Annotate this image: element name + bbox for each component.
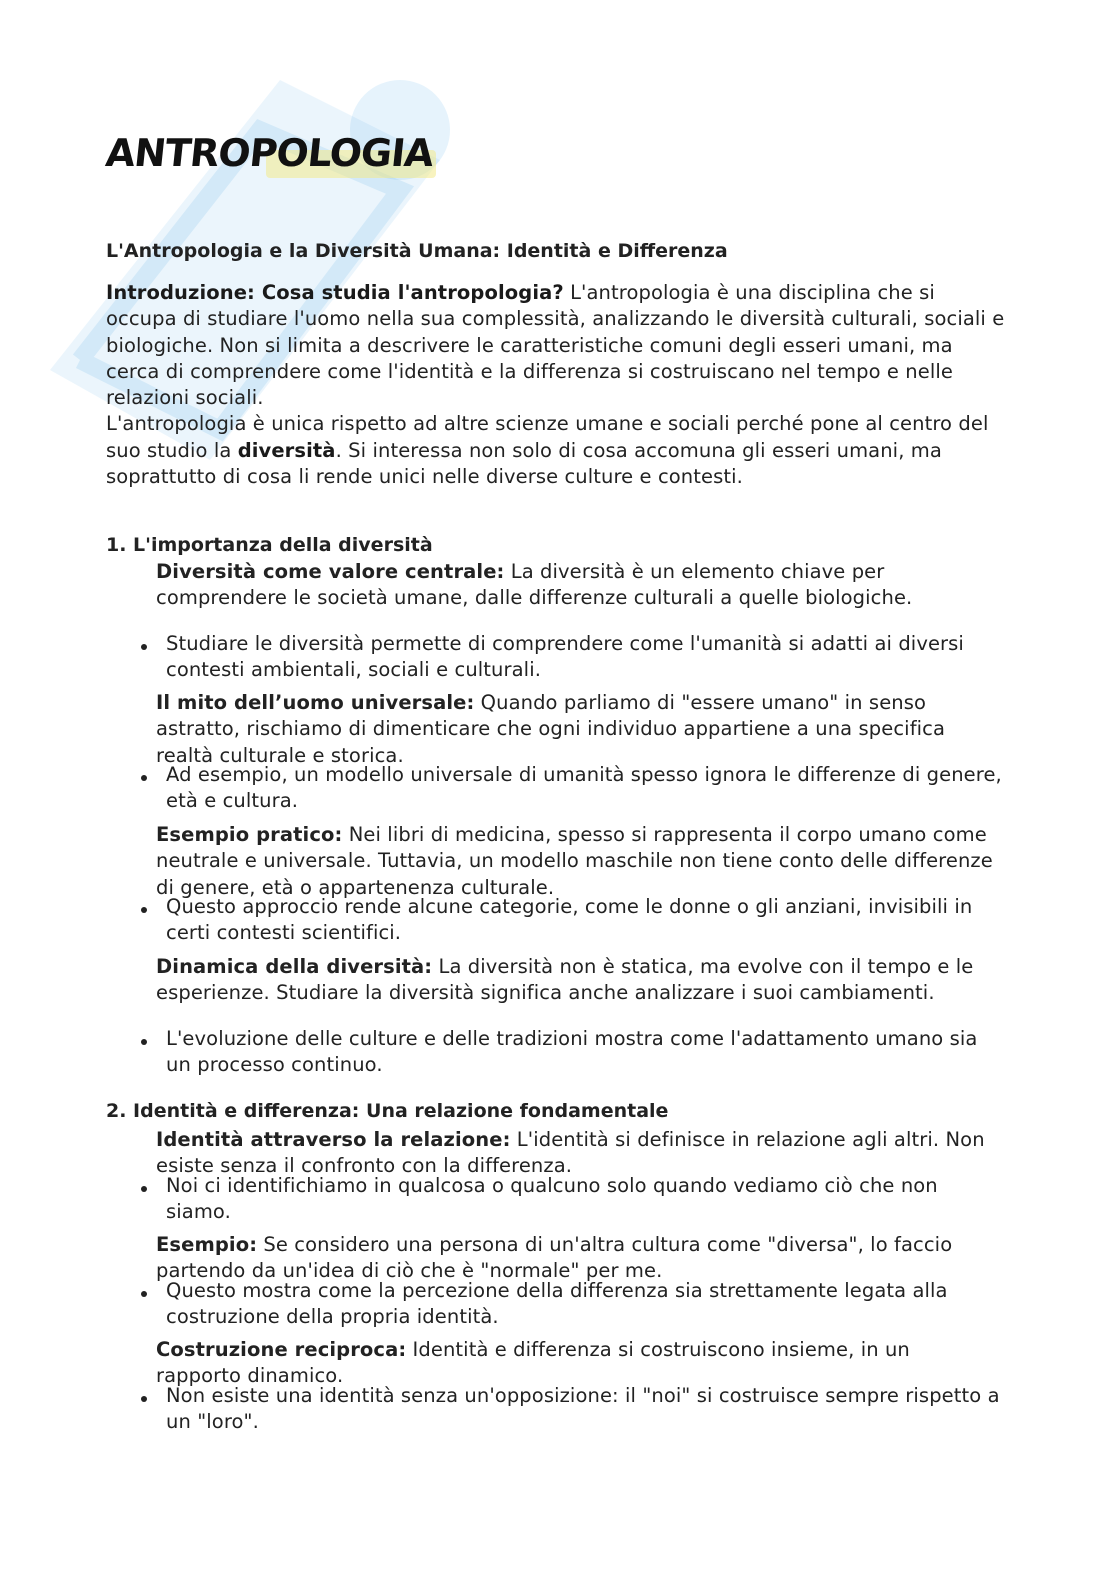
section-1-item-4 bbox=[156, 954, 996, 1007]
item-text: La diversità è un elemento chiave per comprendere le società umane, dalle differenze culturali a quelle biologiche. bbox=[156, 560, 913, 610]
item-label: Esempio pratico: bbox=[156, 823, 343, 846]
section-1-bullet-2 bbox=[141, 762, 1006, 815]
intro-paragraph bbox=[106, 280, 1006, 490]
section-2-item-3 bbox=[156, 1337, 996, 1390]
section-2-item-2 bbox=[156, 1232, 996, 1285]
document-subtitle: L'Antropologia e la Diversità Umana: Identità e Differenza bbox=[106, 240, 728, 262]
item-label: Identità attraverso la relazione: bbox=[156, 1128, 511, 1151]
section-1-item-1 bbox=[156, 559, 996, 612]
item-label: Costruzione reciproca: bbox=[156, 1338, 407, 1361]
bullet-dot-icon bbox=[141, 775, 147, 781]
bullet-dot-icon bbox=[141, 1186, 147, 1192]
page-title: ANTROPOLOGIA bbox=[103, 131, 436, 175]
intro-text-1: L'antropologia è una disciplina che si occupa di studiare l'uomo nella sua complessità, analizzando le diversità culturali, sociali e biologiche. Non si limita a descrivere le caratteristiche comuni degli esseri umani, ma cerca di comprendere come l'identità e la differenza si costruiscano nel tempo e nelle relazioni sociali. bbox=[106, 281, 1005, 410]
bullet-text: Non esiste una identità senza un'opposizione: il "noi" si costruisce sempre rispetto a un "loro". bbox=[166, 1384, 1000, 1434]
item-label: Esempio: bbox=[156, 1233, 258, 1256]
section-2-item-1 bbox=[156, 1127, 996, 1180]
section-heading-1: 1. L'importanza della diversità bbox=[106, 534, 433, 556]
bullet-text: Questo mostra come la percezione della differenza sia strettamente legata alla costruzione della propria identità. bbox=[166, 1279, 948, 1329]
bullet-text: Noi ci identifichiamo in qualcosa o qualcuno solo quando vediamo ciò che non siamo. bbox=[166, 1174, 938, 1224]
bullet-text: L'evoluzione delle culture e delle tradizioni mostra come l'adattamento umano sia un processo continuo. bbox=[166, 1027, 978, 1077]
bullet-dot-icon bbox=[141, 1291, 147, 1297]
intro-label: Introduzione: Cosa studia l'antropologia? bbox=[106, 281, 564, 304]
bullet-text: Questo approccio rende alcune categorie, come le donne o gli anziani, invisibili in certi contesti scientifici. bbox=[166, 895, 973, 945]
intro-text-2: L'antropologia è unica rispetto ad altre scienze umane e sociali perché pone al centro del suo studio la bbox=[106, 412, 989, 462]
item-text: Nei libri di medicina, spesso si rappresenta il corpo umano come neutrale e universale. Tuttavia, un modello maschile non tiene conto delle differenze di genere, età o appartenenza culturale. bbox=[156, 823, 993, 899]
bullet-dot-icon bbox=[141, 1396, 147, 1402]
item-text: Se considero una persona di un'altra cultura come "diversa", lo faccio partendo da un'idea di ciò che è "normale" per me. bbox=[156, 1233, 953, 1283]
item-text: Identità e differenza si costruiscono insieme, in un rapporto dinamico. bbox=[156, 1338, 910, 1388]
bullet-text: Ad esempio, un modello universale di umanità spesso ignora le differenze di genere, età e cultura. bbox=[166, 763, 1002, 813]
section-2-bullet-3 bbox=[141, 1383, 1006, 1436]
item-text: Quando parliamo di "essere umano" in senso astratto, rischiamo di dimenticare che ogni individuo appartiene a una specifica realtà culturale e storica. bbox=[156, 691, 946, 767]
item-text: La diversità non è statica, ma evolve con il tempo e le esperienze. Studiare la diversità significa anche analizzare i suoi cambiamenti. bbox=[156, 955, 974, 1005]
item-text: L'identità si definisce in relazione agli altri. Non esiste senza il confronto con la differenza. bbox=[156, 1128, 985, 1178]
intro-bold-word: diversità bbox=[237, 438, 336, 462]
item-label: Il mito dell’uomo universale: bbox=[156, 691, 475, 714]
section-1-item-3 bbox=[156, 822, 996, 901]
bullet-text: Studiare le diversità permette di comprendere come l'umanità si adatti ai diversi contesti ambientali, sociali e culturali. bbox=[166, 632, 964, 682]
section-1-item-2 bbox=[156, 690, 996, 769]
section-1-bullet-3 bbox=[141, 894, 1006, 947]
section-2-bullet-2 bbox=[141, 1278, 1006, 1331]
section-1-bullet-1 bbox=[141, 631, 1006, 684]
item-label: Dinamica della diversità: bbox=[156, 955, 433, 978]
section-heading-2: 2. Identità e differenza: Una relazione fondamentale bbox=[106, 1100, 669, 1122]
intro-text-3: . Si interessa non solo di cosa accomuna gli esseri umani, ma soprattutto di cosa li rende unici nelle diverse culture e contesti. bbox=[106, 438, 942, 489]
section-1-bullet-4 bbox=[141, 1026, 1006, 1079]
bullet-dot-icon bbox=[141, 644, 147, 650]
bullet-dot-icon bbox=[141, 907, 147, 913]
bullet-dot-icon bbox=[141, 1039, 147, 1045]
section-2-bullet-1 bbox=[141, 1173, 1006, 1226]
item-label: Diversità come valore centrale: bbox=[156, 560, 505, 583]
